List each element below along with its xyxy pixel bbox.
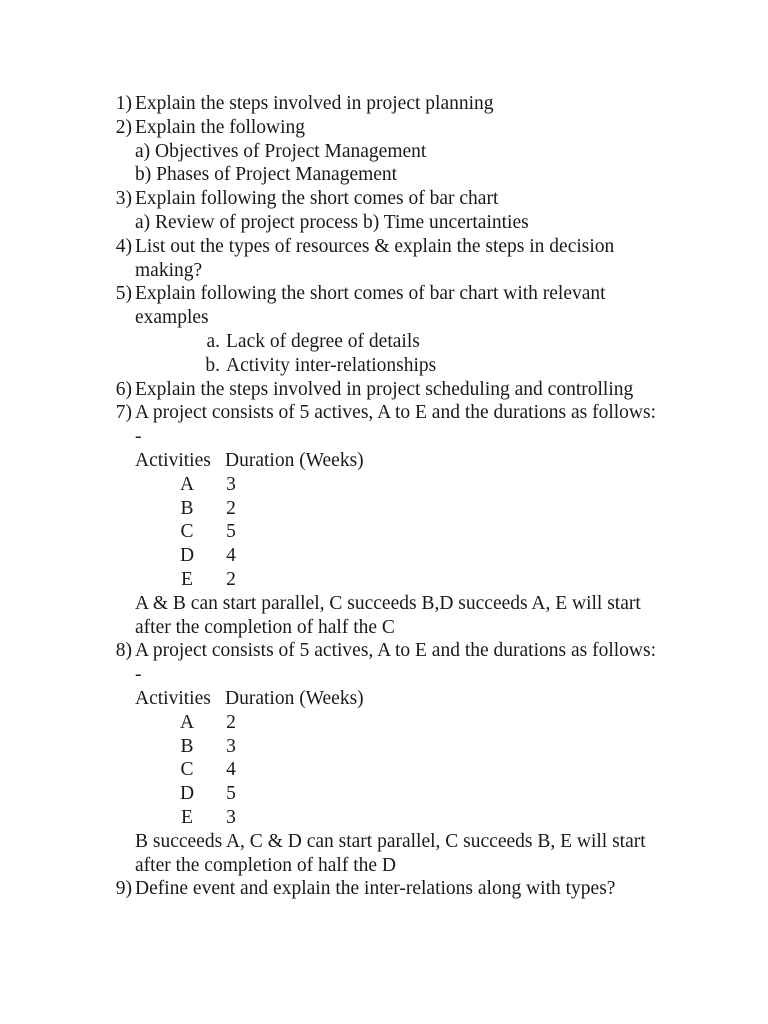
question-note-text: after the completion of half the C xyxy=(135,616,395,638)
table-row xyxy=(0,806,768,830)
question-note-line xyxy=(0,854,768,878)
question-text: - xyxy=(135,426,142,448)
column-header-activities: Activities xyxy=(135,687,211,709)
duration-cell: 2 xyxy=(226,497,236,519)
table-row xyxy=(0,568,768,592)
question-number: 2) xyxy=(115,116,132,138)
duration-cell: 4 xyxy=(226,759,236,781)
question-8-line xyxy=(0,639,768,663)
question-note-text: B succeeds A, C & D can start parallel, C succeeds B, E will start xyxy=(135,830,646,852)
activity-cell: B xyxy=(180,497,194,519)
sub-question-text: a) Review of project process b) Time uncertainties xyxy=(135,211,529,233)
question-7-line xyxy=(0,425,768,449)
question-text: Explain the following xyxy=(135,116,306,138)
question-number: 1) xyxy=(115,93,132,114)
question-4-line xyxy=(0,235,768,259)
activity-cell: C xyxy=(180,521,194,543)
question-6-line xyxy=(0,378,768,402)
duration-cell: 3 xyxy=(226,473,236,495)
column-header-duration: Duration (Weeks) xyxy=(225,687,364,709)
table-row xyxy=(0,520,768,544)
activity-cell: D xyxy=(179,783,195,805)
question-text: A project consists of 5 actives, A to E and the durations as follows: xyxy=(135,640,657,662)
duration-cell: 3 xyxy=(226,735,236,757)
question-number: 3) xyxy=(115,188,132,210)
table-row xyxy=(0,782,768,806)
question-list xyxy=(0,92,768,901)
duration-cell: 2 xyxy=(226,568,236,590)
question-text: - xyxy=(135,664,142,686)
table-row xyxy=(0,758,768,782)
duration-cell: 5 xyxy=(226,783,236,805)
activity-cell: E xyxy=(181,806,193,828)
question-5-line xyxy=(0,306,768,330)
question-1-line xyxy=(0,92,768,116)
table-header xyxy=(0,687,768,711)
question-number: 9) xyxy=(115,878,132,900)
item-letter: a. xyxy=(206,330,220,352)
table-row xyxy=(0,735,768,759)
activity-cell: D xyxy=(179,545,195,567)
table-row xyxy=(0,711,768,735)
question-note-text: A & B can start parallel, C succeeds B,D succeeds A, E will start xyxy=(135,592,641,614)
question-8-line xyxy=(0,663,768,687)
activity-cell: A xyxy=(179,473,195,495)
question-note-line xyxy=(0,830,768,854)
table-row xyxy=(0,544,768,568)
question-text: examples xyxy=(135,307,209,329)
question-2-line xyxy=(0,116,768,140)
question-4-line xyxy=(0,259,768,283)
table-row xyxy=(0,473,768,497)
sub-question xyxy=(0,163,768,187)
activity-cell: A xyxy=(179,711,195,733)
question-text: Define event and explain the inter-relations along with types? xyxy=(135,878,616,900)
sub-question-text: a) Objectives of Project Management xyxy=(135,140,427,162)
duration-cell: 3 xyxy=(226,806,236,828)
duration-cell: 4 xyxy=(226,545,236,567)
activity-cell: B xyxy=(180,735,194,757)
question-number: 8) xyxy=(115,640,132,662)
question-text: Explain following the short comes of bar chart with relevant xyxy=(135,283,606,305)
column-header-activities: Activities xyxy=(135,449,211,471)
question-text: Explain following the short comes of bar chart xyxy=(135,188,499,210)
duration-cell: 2 xyxy=(226,711,236,733)
question-text: Explain the steps involved in project scheduling and controlling xyxy=(135,378,634,400)
question-number: 5) xyxy=(115,283,132,305)
question-text: Explain the steps involved in project planning xyxy=(135,93,494,114)
question-number: 6) xyxy=(115,378,132,400)
table-row xyxy=(0,497,768,521)
column-header-duration: Duration (Weeks) xyxy=(225,449,364,471)
question-9-line xyxy=(0,877,768,901)
duration-cell: 5 xyxy=(226,521,236,543)
question-number: 7) xyxy=(115,402,132,424)
sub-question-text: b) Phases of Project Management xyxy=(135,164,398,186)
question-text: A project consists of 5 actives, A to E and the durations as follows: xyxy=(135,402,657,424)
lettered-item xyxy=(0,354,768,378)
sub-question xyxy=(0,211,768,235)
question-3-line xyxy=(0,187,768,211)
item-letter: b. xyxy=(205,354,220,376)
question-number: 4) xyxy=(115,235,132,257)
activity-cell: C xyxy=(180,759,194,781)
question-note-line xyxy=(0,592,768,616)
table-header xyxy=(0,449,768,473)
question-text: making? xyxy=(135,259,203,281)
lettered-item xyxy=(0,330,768,354)
question-note-line xyxy=(0,616,768,640)
question-7-line xyxy=(0,401,768,425)
question-5-line xyxy=(0,282,768,306)
sub-question xyxy=(0,140,768,164)
question-text: List out the types of resources & explain the steps in decision xyxy=(135,235,615,257)
question-note-text: after the completion of half the D xyxy=(135,854,396,876)
item-text: Activity inter-relationships xyxy=(226,354,437,376)
item-text: Lack of degree of details xyxy=(226,330,420,352)
activity-cell: E xyxy=(181,568,193,590)
